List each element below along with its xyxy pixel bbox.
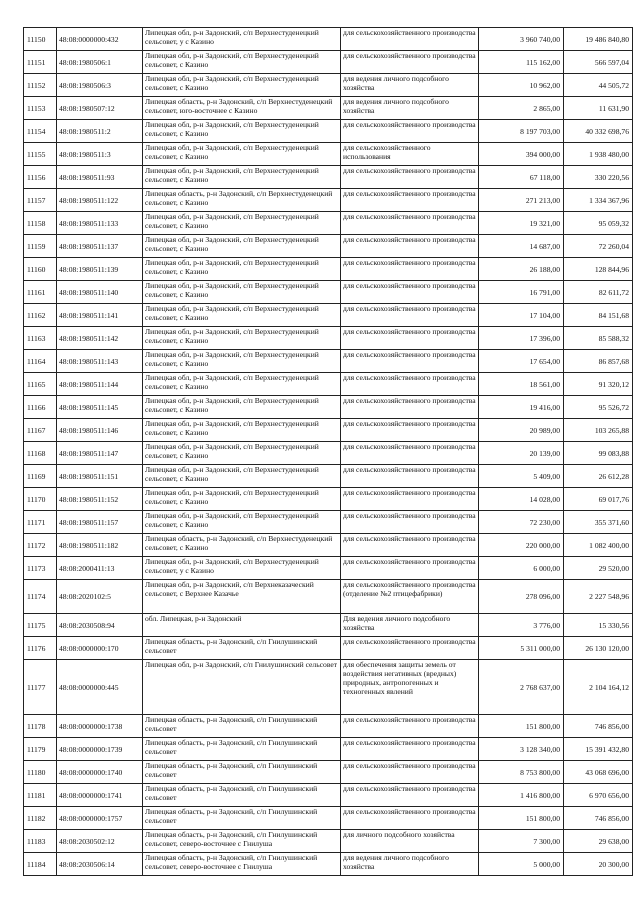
permitted-use-cell: Для ведения личного подсобного хозяйства	[341, 614, 479, 637]
cadastral-value-cell: 95 526,72	[564, 396, 633, 419]
table-row	[24, 534, 633, 557]
address-cell: обл. Липецкая, р-н Задонский	[143, 614, 341, 637]
cadastral-number: 48:08:1980511:157	[57, 511, 143, 534]
area-cell: 6 000,00	[479, 557, 564, 580]
row-number: 11152	[24, 74, 57, 97]
cadastral-number: 48:08:1980511:139	[57, 258, 143, 281]
area-cell: 17 654,00	[479, 350, 564, 373]
row-number: 11165	[24, 373, 57, 396]
cadastral-number: 48:08:1980511:146	[57, 419, 143, 442]
permitted-use-cell: для сельскохозяйственного производства	[341, 419, 479, 442]
area-cell: 151 800,00	[479, 807, 564, 830]
area-cell: 72 230,00	[479, 511, 564, 534]
cadastral-value-cell: 85 588,32	[564, 327, 633, 350]
cadastral-value-cell: 69 017,76	[564, 488, 633, 511]
cadastral-value-cell: 86 857,68	[564, 350, 633, 373]
permitted-use-cell: для сельскохозяйственного производства	[341, 235, 479, 258]
row-number: 11160	[24, 258, 57, 281]
cadastral-value-cell: 29 638,00	[564, 830, 633, 853]
cadastral-number: 48:08:0000000:1740	[57, 761, 143, 784]
address-cell: Липецкая обл, р-н Задонский, с/п Верхнестуденецкий сельсовет, с Казино	[143, 373, 341, 396]
cadastral-number: 48:08:2030502:12	[57, 830, 143, 853]
area-cell: 16 791,00	[479, 281, 564, 304]
table-row	[24, 715, 633, 738]
permitted-use-cell: для сельскохозяйственного производства	[341, 534, 479, 557]
area-cell: 17 104,00	[479, 304, 564, 327]
cadastral-value-cell: 566 597,04	[564, 51, 633, 74]
cadastral-number: 48:08:1980506:1	[57, 51, 143, 74]
cadastral-value-cell: 1 938 480,00	[564, 143, 633, 166]
permitted-use-cell: для сельскохозяйственного производства	[341, 258, 479, 281]
table-row	[24, 853, 633, 876]
permitted-use-cell: для сельскохозяйственного производства	[341, 28, 479, 51]
address-cell: Липецкая область, р-н Задонский, с/п Верхнестуденецкий сельсовет, с Казино	[143, 534, 341, 557]
row-number: 11182	[24, 807, 57, 830]
table-row	[24, 304, 633, 327]
row-number: 11179	[24, 738, 57, 761]
row-number: 11180	[24, 761, 57, 784]
row-number: 11153	[24, 97, 57, 120]
cadastral-number: 48:08:1980511:143	[57, 350, 143, 373]
table-row	[24, 511, 633, 534]
table-row	[24, 830, 633, 853]
cadastral-number: 48:08:1980511:147	[57, 442, 143, 465]
table-row	[24, 327, 633, 350]
cadastral-value-cell: 11 631,90	[564, 97, 633, 120]
table-row	[24, 97, 633, 120]
permitted-use-cell: для ведения личного подсобного хозяйства	[341, 853, 479, 876]
address-cell: Липецкая обл, р-н Задонский, с/п Верхнестуденецкий сельсовет, с Казино	[143, 143, 341, 166]
permitted-use-cell: для сельскохозяйственного производства	[341, 304, 479, 327]
area-cell: 220 000,00	[479, 534, 564, 557]
cadastral-value-cell: 84 151,68	[564, 304, 633, 327]
area-cell: 17 396,00	[479, 327, 564, 350]
row-number: 11158	[24, 212, 57, 235]
cadastral-number: 48:08:1980511:133	[57, 212, 143, 235]
address-cell: Липецкая обл, р-н Задонский, с/п Верхнеказаческий сельсовет, с Верхнее Казачье	[143, 580, 341, 614]
row-number: 11177	[24, 660, 57, 715]
cadastral-value-cell: 82 611,72	[564, 281, 633, 304]
row-number: 11181	[24, 784, 57, 807]
permitted-use-cell: для сельскохозяйственного использования	[341, 143, 479, 166]
permitted-use-cell: для сельскохозяйственного производства	[341, 442, 479, 465]
cadastral-number: 48:08:1980511:3	[57, 143, 143, 166]
cadastral-number: 48:08:1980511:142	[57, 327, 143, 350]
permitted-use-cell: для сельскохозяйственного производства	[341, 557, 479, 580]
area-cell: 10 962,00	[479, 74, 564, 97]
cadastral-value-cell: 2 227 548,96	[564, 580, 633, 614]
area-cell: 26 188,00	[479, 258, 564, 281]
cadastral-value-cell: 26 130 120,00	[564, 637, 633, 660]
row-number: 11170	[24, 488, 57, 511]
table-row	[24, 120, 633, 143]
cadastral-value-cell: 15 330,56	[564, 614, 633, 637]
cadastral-number: 48:08:0000000:170	[57, 637, 143, 660]
area-cell: 67 118,00	[479, 166, 564, 189]
cadastral-number: 48:08:1980511:137	[57, 235, 143, 258]
area-cell: 5 000,00	[479, 853, 564, 876]
cadastral-value-cell: 1 334 367,96	[564, 189, 633, 212]
area-cell: 14 687,00	[479, 235, 564, 258]
permitted-use-cell: для сельскохозяйственного производства	[341, 761, 479, 784]
area-cell: 14 028,00	[479, 488, 564, 511]
permitted-use-cell: для сельскохозяйственного производства (отделение №2 птицефабрики)	[341, 580, 479, 614]
row-number: 11169	[24, 465, 57, 488]
table-row	[24, 761, 633, 784]
cadastral-number: 48:08:1980511:182	[57, 534, 143, 557]
table-row	[24, 51, 633, 74]
cadastral-number: 48:08:2030506:14	[57, 853, 143, 876]
cadastral-value-cell: 72 260,04	[564, 235, 633, 258]
address-cell: Липецкая обл, р-н Задонский, с/п Верхнестуденецкий сельсовет, с Казино	[143, 442, 341, 465]
cadastral-value-cell: 91 320,12	[564, 373, 633, 396]
area-cell: 3 960 740,00	[479, 28, 564, 51]
cadastral-number: 48:08:1980511:93	[57, 166, 143, 189]
permitted-use-cell: для сельскохозяйственного производства	[341, 488, 479, 511]
table-row	[24, 396, 633, 419]
permitted-use-cell: для ведения личного подсобного хозяйства	[341, 97, 479, 120]
cadastral-value-cell: 2 104 164,12	[564, 660, 633, 715]
table-row	[24, 166, 633, 189]
cadastral-number: 48:08:1980511:152	[57, 488, 143, 511]
address-cell: Липецкая область, р-н Задонский, с/п Верхнестуденецкий сельсовет, юго-восточнее с Казино	[143, 97, 341, 120]
permitted-use-cell: для сельскохозяйственного производства	[341, 373, 479, 396]
table-row	[24, 212, 633, 235]
cadastral-value-cell: 746 856,00	[564, 807, 633, 830]
address-cell: Липецкая обл, р-н Задонский, с/п Верхнестуденецкий сельсовет, с Казино	[143, 396, 341, 419]
area-cell: 3 776,00	[479, 614, 564, 637]
row-number: 11174	[24, 580, 57, 614]
cadastral-number: 48:08:1980511:122	[57, 189, 143, 212]
cadastral-number: 48:08:0000000:445	[57, 660, 143, 715]
permitted-use-cell: для сельскохозяйственного производства	[341, 212, 479, 235]
table-row	[24, 281, 633, 304]
address-cell: Липецкая обл, р-н Задонский, с/п Верхнестуденецкий сельсовет, с Казино	[143, 304, 341, 327]
address-cell: Липецкая обл, р-н Задонский, с/п Верхнестуденецкий сельсовет, с Казино	[143, 281, 341, 304]
cadastral-number: 48:08:1980506:3	[57, 74, 143, 97]
permitted-use-cell: для сельскохозяйственного производства	[341, 465, 479, 488]
row-number: 11178	[24, 715, 57, 738]
table-row	[24, 660, 633, 715]
area-cell: 19 416,00	[479, 396, 564, 419]
area-cell: 271 213,00	[479, 189, 564, 212]
permitted-use-cell: для сельскохозяйственного производства	[341, 166, 479, 189]
address-cell: Липецкая обл, р-н Задонский, с/п Верхнестуденецкий сельсовет, с Казино	[143, 350, 341, 373]
area-cell: 278 096,00	[479, 580, 564, 614]
cadastral-number: 48:08:1980511:140	[57, 281, 143, 304]
area-cell: 18 561,00	[479, 373, 564, 396]
row-number: 11161	[24, 281, 57, 304]
table-row	[24, 614, 633, 637]
address-cell: Липецкая область, р-н Задонский, с/п Гнилушинский сельсовет	[143, 715, 341, 738]
cadastral-value-cell: 43 068 696,00	[564, 761, 633, 784]
permitted-use-cell: для сельскохозяйственного производства	[341, 784, 479, 807]
cadastral-number: 48:08:0000000:1741	[57, 784, 143, 807]
area-cell: 2 865,00	[479, 97, 564, 120]
address-cell: Липецкая обл, р-н Задонский, с/п Верхнестуденецкий сельсовет, с Казино	[143, 511, 341, 534]
table-body	[24, 28, 633, 876]
cadastral-value-cell: 40 332 698,76	[564, 120, 633, 143]
permitted-use-cell: для обеспечения защиты земель от воздействия негативных (вредных) природных, антропогенных и техногенных явлений	[341, 660, 479, 715]
table-row	[24, 637, 633, 660]
area-cell: 5 311 000,00	[479, 637, 564, 660]
cadastral-value-cell: 128 844,96	[564, 258, 633, 281]
table-row	[24, 738, 633, 761]
area-cell: 394 000,00	[479, 143, 564, 166]
cadastral-value-cell: 29 520,00	[564, 557, 633, 580]
address-cell: Липецкая обл, р-н Задонский, с/п Верхнестуденецкий сельсовет, у с Казино	[143, 557, 341, 580]
address-cell: Липецкая область, р-н Задонский, с/п Гнилушинский сельсовет	[143, 637, 341, 660]
permitted-use-cell: для сельскохозяйственного производства	[341, 715, 479, 738]
area-cell: 7 300,00	[479, 830, 564, 853]
cadastral-value-cell: 95 059,32	[564, 212, 633, 235]
cadastral-value-cell: 330 220,56	[564, 166, 633, 189]
address-cell: Липецкая обл, р-н Задонский, с/п Верхнестуденецкий сельсовет, с Казино	[143, 258, 341, 281]
cadastral-value-cell: 103 265,88	[564, 419, 633, 442]
cadastral-value-cell: 746 856,00	[564, 715, 633, 738]
address-cell: Липецкая область, р-н Задонский, с/п Гнилушинский сельсовет	[143, 807, 341, 830]
permitted-use-cell: для сельскохозяйственного производства	[341, 51, 479, 74]
permitted-use-cell: для сельскохозяйственного производства	[341, 511, 479, 534]
row-number: 11163	[24, 327, 57, 350]
row-number: 11164	[24, 350, 57, 373]
table-row	[24, 807, 633, 830]
area-cell: 115 162,00	[479, 51, 564, 74]
cadastral-number: 48:08:1980511:2	[57, 120, 143, 143]
address-cell: Липецкая обл, р-н Задонский, с/п Верхнестуденецкий сельсовет, с Казино	[143, 488, 341, 511]
cadastral-value-cell: 26 612,28	[564, 465, 633, 488]
land-plots-table	[23, 27, 633, 876]
table-row	[24, 350, 633, 373]
area-cell: 20 139,00	[479, 442, 564, 465]
cadastral-number: 48:08:0000000:432	[57, 28, 143, 51]
address-cell: Липецкая область, р-н Задонский, с/п Гнилушинский сельсовет, северо-восточнее с Гнилуша	[143, 853, 341, 876]
address-cell: Липецкая обл, р-н Задонский, с/п Верхнестуденецкий сельсовет, с Казино	[143, 419, 341, 442]
permitted-use-cell: для сельскохозяйственного производства	[341, 281, 479, 304]
cadastral-number: 48:08:0000000:1738	[57, 715, 143, 738]
permitted-use-cell: для сельскохозяйственного производства	[341, 350, 479, 373]
row-number: 11172	[24, 534, 57, 557]
area-cell: 151 800,00	[479, 715, 564, 738]
address-cell: Липецкая область, р-н Задонский, с/п Гнилушинский сельсовет	[143, 784, 341, 807]
row-number: 11156	[24, 166, 57, 189]
address-cell: Липецкая область, р-н Задонский, с/п Гнилушинский сельсовет	[143, 738, 341, 761]
address-cell: Липецкая обл, р-н Задонский, с/п Верхнестуденецкий сельсовет, с Казино	[143, 74, 341, 97]
permitted-use-cell: для сельскохозяйственного производства	[341, 120, 479, 143]
cadastral-number: 48:08:2030508:94	[57, 614, 143, 637]
row-number: 11175	[24, 614, 57, 637]
table-row	[24, 442, 633, 465]
cadastral-number: 48:08:1980511:141	[57, 304, 143, 327]
cadastral-value-cell: 355 371,60	[564, 511, 633, 534]
address-cell: Липецкая обл, р-н Задонский, с/п Верхнестуденецкий сельсовет, с Казино	[143, 212, 341, 235]
cadastral-value-cell: 6 970 656,00	[564, 784, 633, 807]
row-number: 11155	[24, 143, 57, 166]
row-number: 11173	[24, 557, 57, 580]
address-cell: Липецкая обл, р-н Задонский, с/п Верхнестуденецкий сельсовет, с Казино	[143, 327, 341, 350]
address-cell: Липецкая обл, р-н Задонский, с/п Верхнестуденецкий сельсовет, с Казино	[143, 235, 341, 258]
permitted-use-cell: для ведения личного подсобного хозяйства	[341, 74, 479, 97]
table-row	[24, 580, 633, 614]
address-cell: Липецкая область, р-н Задонский, с/п Верхнестуденецкий сельсовет, с Казино	[143, 189, 341, 212]
area-cell: 3 128 340,00	[479, 738, 564, 761]
cadastral-number: 48:08:2000411:13	[57, 557, 143, 580]
row-number: 11176	[24, 637, 57, 660]
cadastral-value-cell: 1 082 400,00	[564, 534, 633, 557]
row-number: 11183	[24, 830, 57, 853]
address-cell: Липецкая обл, р-н Задонский, с/п Верхнестуденецкий сельсовет, с Казино	[143, 465, 341, 488]
table-row	[24, 28, 633, 51]
cadastral-number: 48:08:0000000:1739	[57, 738, 143, 761]
address-cell: Липецкая область, р-н Задонский, с/п Гнилушинский сельсовет	[143, 761, 341, 784]
cadastral-value-cell: 15 391 432,80	[564, 738, 633, 761]
cadastral-value-cell: 99 083,88	[564, 442, 633, 465]
row-number: 11150	[24, 28, 57, 51]
cadastral-value-cell: 20 300,00	[564, 853, 633, 876]
table-row	[24, 419, 633, 442]
address-cell: Липецкая обл, р-н Задонский, с/п Верхнестуденецкий сельсовет, с Казино	[143, 51, 341, 74]
permitted-use-cell: для сельскохозяйственного производства	[341, 807, 479, 830]
table-row	[24, 189, 633, 212]
permitted-use-cell: для сельскохозяйственного производства	[341, 189, 479, 212]
row-number: 11184	[24, 853, 57, 876]
cadastral-number: 48:08:1980511:145	[57, 396, 143, 419]
area-cell: 2 768 637,00	[479, 660, 564, 715]
row-number: 11168	[24, 442, 57, 465]
cadastral-number: 48:08:2020102:5	[57, 580, 143, 614]
area-cell: 19 321,00	[479, 212, 564, 235]
row-number: 11167	[24, 419, 57, 442]
permitted-use-cell: для сельскохозяйственного производства	[341, 327, 479, 350]
address-cell: Липецкая обл, р-н Задонский, с/п Верхнестуденецкий сельсовет, с Казино	[143, 166, 341, 189]
permitted-use-cell: для сельскохозяйственного производства	[341, 738, 479, 761]
row-number: 11171	[24, 511, 57, 534]
table-row	[24, 143, 633, 166]
row-number: 11159	[24, 235, 57, 258]
table-row	[24, 235, 633, 258]
permitted-use-cell: для сельскохозяйственного производства	[341, 396, 479, 419]
table-row	[24, 557, 633, 580]
area-cell: 5 409,00	[479, 465, 564, 488]
row-number: 11157	[24, 189, 57, 212]
area-cell: 20 989,00	[479, 419, 564, 442]
permitted-use-cell: для сельскохозяйственного производства	[341, 637, 479, 660]
table-row	[24, 258, 633, 281]
cadastral-number: 48:08:1980511:144	[57, 373, 143, 396]
address-cell: Липецкая обл, р-н Задонский, с/п Верхнестуденецкий сельсовет, у с Казино	[143, 28, 341, 51]
permitted-use-cell: для личного подсобного хозяйства	[341, 830, 479, 853]
address-cell: Липецкая обл, р-н Задонский, с/п Гнилушинский сельсовет	[143, 660, 341, 715]
cadastral-number: 48:08:1980511:151	[57, 465, 143, 488]
table-row	[24, 373, 633, 396]
row-number: 11162	[24, 304, 57, 327]
cadastral-number: 48:08:0000000:1757	[57, 807, 143, 830]
row-number: 11166	[24, 396, 57, 419]
address-cell: Липецкая обл, р-н Задонский, с/п Верхнестуденецкий сельсовет, с Казино	[143, 120, 341, 143]
table-row	[24, 488, 633, 511]
cadastral-value-cell: 44 505,72	[564, 74, 633, 97]
table-row	[24, 465, 633, 488]
area-cell: 8 197 703,00	[479, 120, 564, 143]
address-cell: Липецкая область, р-н Задонский, с/п Гнилушинский сельсовет, северо-восточнее с Гнилуша	[143, 830, 341, 853]
area-cell: 8 753 800,00	[479, 761, 564, 784]
cadastral-value-cell: 19 486 840,80	[564, 28, 633, 51]
row-number: 11151	[24, 51, 57, 74]
row-number: 11154	[24, 120, 57, 143]
cadastral-number: 48:08:1980507:12	[57, 97, 143, 120]
area-cell: 1 416 800,00	[479, 784, 564, 807]
table-row	[24, 784, 633, 807]
table-row	[24, 74, 633, 97]
